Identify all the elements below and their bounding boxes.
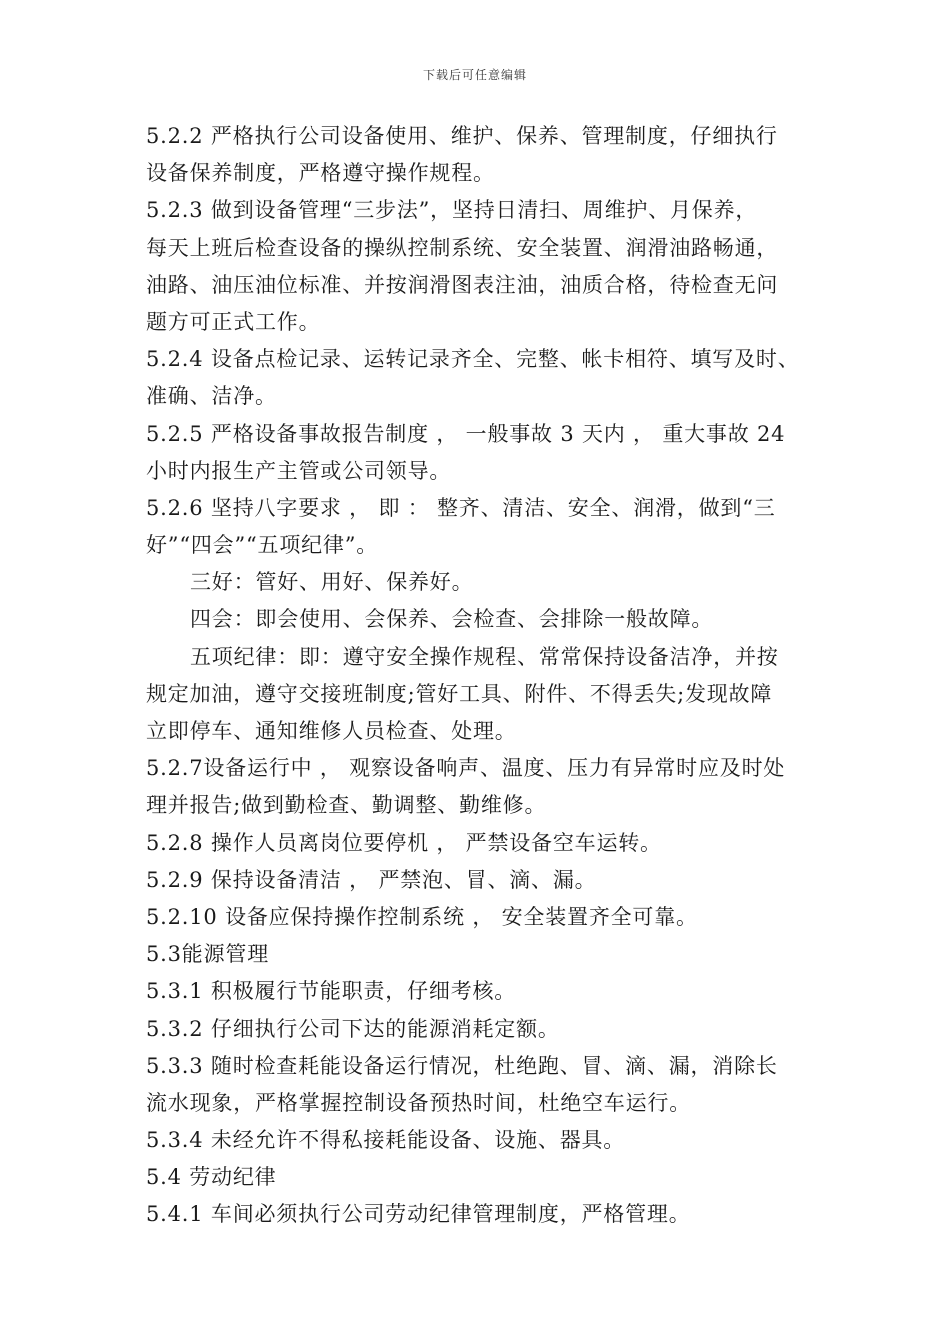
text-line: 三好：管好、用好、保养好。	[190, 570, 474, 595]
header-note: 下载后可任意编辑	[422, 68, 527, 82]
document-body	[146, 118, 826, 1234]
text-line: 5.4 劳动纪律	[146, 1165, 277, 1190]
text-line: 五项纪律：即：遵守安全操作规程、常常保持设备洁净，并按	[190, 644, 779, 669]
text-line: 油路、油压油位标准、并按润滑图表注油，油质合格，待检查无问	[146, 272, 779, 297]
text-line: 题方可正式工作。	[146, 309, 321, 334]
text-line: 5.2.4 设备点检记录、运转记录齐全、完整、帐卡相符、填写及时、	[146, 347, 800, 372]
text-line: 5.3.4 未经允许不得私接耗能设备、设施、器具。	[146, 1128, 626, 1153]
text-line: 5.2.3 做到设备管理“三步法”，坚持日清扫、周维护、月保养，	[146, 198, 758, 223]
text-line: 5.2.5 严格设备事故报告制度 ， 一般事故 3 天内 ， 重大事故 24	[146, 421, 786, 446]
text-line: 理并报告;做到勤检查、勤调整、勤维修。	[146, 793, 547, 818]
text-line: 5.3.1 积极履行节能职责，仔细考核。	[146, 979, 517, 1004]
text-line: 设备保养制度，严格遵守操作规程。	[146, 161, 495, 186]
text-line: 流水现象，严格掌握控制设备预热时间，杜绝空车运行。	[146, 1090, 691, 1115]
text-line: 四会：即会使用、会保养、会检查、会排除一般故障。	[190, 607, 714, 632]
text-line: 5.3能源管理	[146, 942, 269, 967]
text-line: 5.3.3 随时检查耗能设备运行情况，杜绝跑、冒、滴、漏，消除长	[146, 1053, 778, 1078]
text-line: 5.2.6 坚持八字要求 ， 即 ： 整齐、清洁、安全、润滑，做到“三	[146, 495, 776, 520]
text-line: 5.3.2 仔细执行公司下达的能源消耗定额。	[146, 1016, 560, 1041]
text-line: 5.2.8 操作人员离岗位要停机 ， 严禁设备空车运转。	[146, 830, 662, 855]
text-line: 5.2.2 严格执行公司设备使用、维护、保养、管理制度，仔细执行	[146, 124, 778, 148]
text-line: 立即停车、通知维修人员检查、处理。	[146, 719, 517, 743]
text-line: 5.2.10 设备应保持操作控制系统 ， 安全装置齐全可靠。	[146, 904, 698, 929]
text-line: 规定加油，遵守交接班制度;管好工具、附件、不得丢失;发现故障	[146, 681, 773, 706]
text-line: 5.4.1 车间必须执行公司劳动纪律管理制度，严格管理。	[146, 1202, 691, 1227]
text-line: 好”“四会”“五项纪律”。	[146, 533, 379, 558]
text-line: 每天上班后检查设备的操纵控制系统、安全装置、润滑油路畅通，	[146, 235, 779, 260]
text-line: 小时内报生产主管或公司领导。	[146, 458, 452, 483]
text-line: 5.2.7设备运行中 ， 观察设备响声、温度、压力有异常时应及时处	[146, 756, 786, 781]
text-line: 5.2.9 保持设备清洁 ， 严禁泡、冒、滴、漏。	[146, 867, 597, 892]
text-line: 准确、洁净。	[146, 384, 277, 409]
